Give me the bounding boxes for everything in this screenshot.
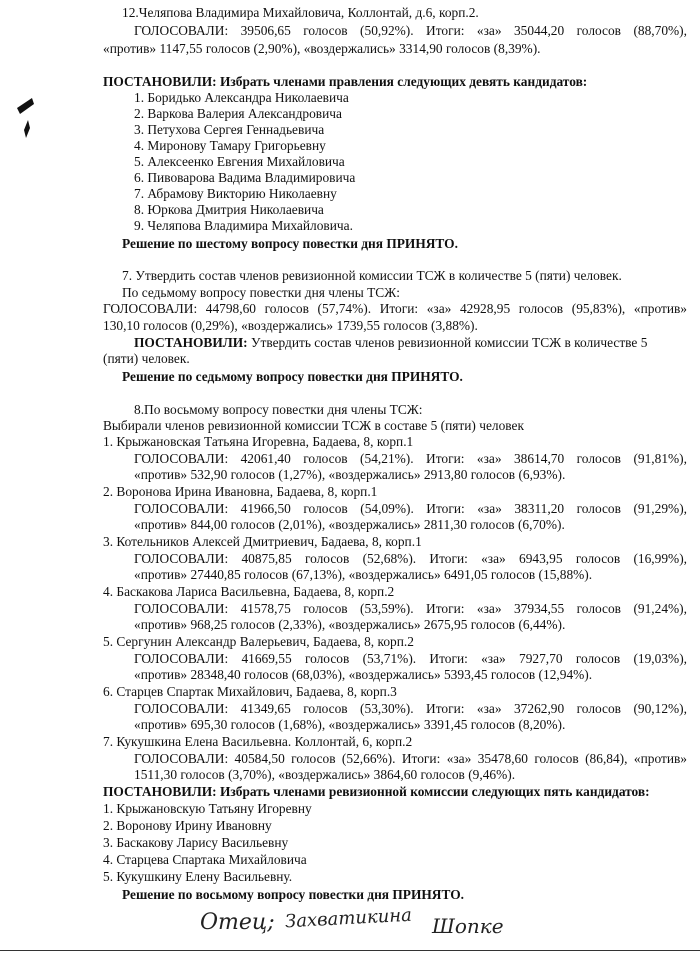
board-candidate-4: 4. Миронову Тамару Григорьевну — [134, 138, 326, 153]
board-candidate-2: 2. Варкова Валерия Александровича — [134, 106, 342, 121]
audit-candidate-4-vote-line1: ГОЛОСОВАЛИ: 41578,75 голосов (53,59%). Итоги: «за» 37934,55 голосов (91,24%), — [134, 601, 687, 616]
audit-candidate-2-vote-line2: «против» 844,00 голосов (2,01%), «воздержались» 2811,30 голосов (6,70%). — [134, 517, 565, 532]
audit-candidate-4-name: 4. Баскакова Лариса Васильевна, Бадаева, 8, корп.2 — [103, 584, 395, 599]
audit-candidate-3-vote-line2: «против» 27440,85 голосов (67,13%), «воздержались» 6491,05 голосов (15,88%). — [134, 567, 593, 582]
audit-candidate-2-vote-line1: ГОЛОСОВАЛИ: 41966,50 голосов (54,09%). Итоги: «за» 38311,20 голосов (91,29%), — [134, 501, 687, 516]
decision-6: Решение по шестому вопросу повестки дня ПРИНЯТО. — [122, 236, 458, 251]
audit-candidate-7-name: 7. Кукушкина Елена Васильевна. Коллонтай, 6, корп.2 — [103, 734, 413, 749]
resolved-label: ПОСТАНОВИЛИ: — [134, 335, 248, 350]
audit-candidate-1-name: 1. Крыжановская Татьяна Игоревна, Бадаева, 8, корп.1 — [103, 434, 414, 449]
question-7-intro: По седьмому вопросу повестки дня члены ТСЖ: — [122, 285, 400, 300]
resolved-6-heading: ПОСТАНОВИЛИ: Избрать членами правления следующих девять кандидатов: — [103, 74, 588, 89]
question-7-vote-line1: ГОЛОСОВАЛИ: 44798,60 голосов (57,74%). Итоги: «за» 42928,95 голосов (95,83%), «против» — [103, 301, 687, 316]
question-7-resolved-line2: (пяти) человек. — [103, 351, 190, 366]
audit-candidate-5-vote-line2: «против» 28348,40 голосов (68,03%), «воздержались» 5393,45 голосов (12,94%). — [134, 667, 593, 682]
candidate-12-vote-line1: ГОЛОСОВАЛИ: 39506,65 голосов (50,92%). Итоги: «за» 35044,20 голосов (88,70%), — [134, 23, 687, 38]
margin-mark — [14, 96, 40, 140]
board-candidate-8: 8. Юркова Дмитрия Николаевича — [134, 202, 324, 217]
question-7-title: 7. Утвердить состав членов ревизионной комиссии ТСЖ в количестве 5 (пяти) человек. — [122, 268, 622, 283]
bottom-divider — [0, 950, 700, 951]
audit-candidate-3-vote-line1: ГОЛОСОВАЛИ: 40875,85 голосов (52,68%). Итоги: «за» 6943,95 голосов (16,99%), — [134, 551, 687, 566]
audit-candidate-6-name: 6. Старцев Спартак Михайлович, Бадаева, 8, корп.3 — [103, 684, 397, 699]
audit-candidate-4-vote-line2: «против» 968,25 голосов (2,33%), «воздержались» 2675,95 голосов (6,44%). — [134, 617, 566, 632]
signature-1: Отец; — [200, 910, 275, 935]
audit-candidate-7-vote-line2: 1511,30 голосов (3,70%), «воздержались» 3864,60 голосов (9,46%). — [134, 767, 516, 782]
audit-candidate-3-name: 3. Котельников Алексей Дмитриевич, Бадаева, 8, корп.1 — [103, 534, 422, 549]
elected-member-1: 1. Крыжановскую Татьяну Игоревну — [103, 801, 312, 816]
signature-3: Шопке — [432, 914, 504, 938]
board-candidate-5: 5. Алексеенко Евгения Михайловича — [134, 154, 345, 169]
elected-member-4: 4. Старцева Спартака Михайловича — [103, 852, 307, 867]
audit-candidate-2-name: 2. Воронова Ирина Ивановна, Бадаева, 8, корп.1 — [103, 484, 378, 499]
audit-candidate-6-vote-line2: «против» 695,30 голосов (1,68%), «воздержались» 3391,45 голосов (8,20%). — [134, 717, 566, 732]
question-7-resolved-line1 — [134, 335, 647, 351]
audit-candidate-6-vote-line1: ГОЛОСОВАЛИ: 41349,65 голосов (53,30%). Итоги: «за» 37262,90 голосов (90,12%), — [134, 701, 687, 716]
question-8-title: 8.По восьмому вопросу повестки дня члены ТСЖ: — [134, 402, 423, 417]
elected-member-5: 5. Кукушкину Елену Васильевну. — [103, 869, 293, 884]
board-candidate-1: 1. Боридько Александра Николаевича — [134, 90, 349, 105]
resolved-text: Утвердить состав членов ревизионной комиссии ТСЖ в количестве 5 — [247, 335, 648, 350]
audit-candidate-5-name: 5. Сергунин Александр Валерьевич, Бадаева, 8, корп.2 — [103, 634, 414, 649]
board-candidate-3: 3. Петухова Сергея Геннадьевича — [134, 122, 325, 137]
decision-8: Решение по восьмому вопросу повестки дня ПРИНЯТО. — [122, 887, 464, 902]
audit-candidate-5-vote-line1: ГОЛОСОВАЛИ: 41669,55 голосов (53,71%). Итоги: «за» 7927,70 голосов (19,03%), — [134, 651, 687, 666]
elected-member-3: 3. Баскакову Ларису Васильевну — [103, 835, 289, 850]
resolved-8-heading: ПОСТАНОВИЛИ: Избрать членами ревизионной комиссии следующих пять кандидатов: — [103, 784, 650, 799]
candidate-12-title: 12.Челяпова Владимира Михайловича, Коллонтай, д.6, корп.2. — [122, 5, 479, 20]
question-7-vote-line2: 130,10 голосов (0,29%), «воздержались» 1739,55 голосов (3,88%). — [103, 318, 478, 333]
audit-candidate-7-vote-line1: ГОЛОСОВАЛИ: 40584,50 голосов (52,66%). Итоги: «за» 35478,60 голосов (86,84), «против» — [134, 751, 687, 766]
board-candidate-7: 7. Абрамову Викторию Николаевну — [134, 186, 337, 201]
board-candidate-9: 9. Челяпова Владимира Михайловича. — [134, 218, 353, 233]
board-candidate-6: 6. Пивоварова Вадима Владимировича — [134, 170, 356, 185]
decision-7: Решение по седьмому вопросу повестки дня ПРИНЯТО. — [122, 369, 463, 384]
question-8-intro: Выбирали членов ревизионной комиссии ТСЖ в составе 5 (пяти) человек — [103, 418, 524, 433]
signature-2: Захватикина — [284, 904, 413, 933]
audit-candidate-1-vote-line2: «против» 532,90 голосов (1,27%), «воздержались» 2913,80 голосов (6,93%). — [134, 467, 566, 482]
audit-candidate-1-vote-line1: ГОЛОСОВАЛИ: 42061,40 голосов (54,21%). Итоги: «за» 38614,70 голосов (91,81%), — [134, 451, 687, 466]
elected-member-2: 2. Воронову Ирину Ивановну — [103, 818, 272, 833]
candidate-12-vote-line2: «против» 1147,55 голосов (2,90%), «воздержались» 3314,90 голосов (8,39%). — [103, 41, 541, 56]
